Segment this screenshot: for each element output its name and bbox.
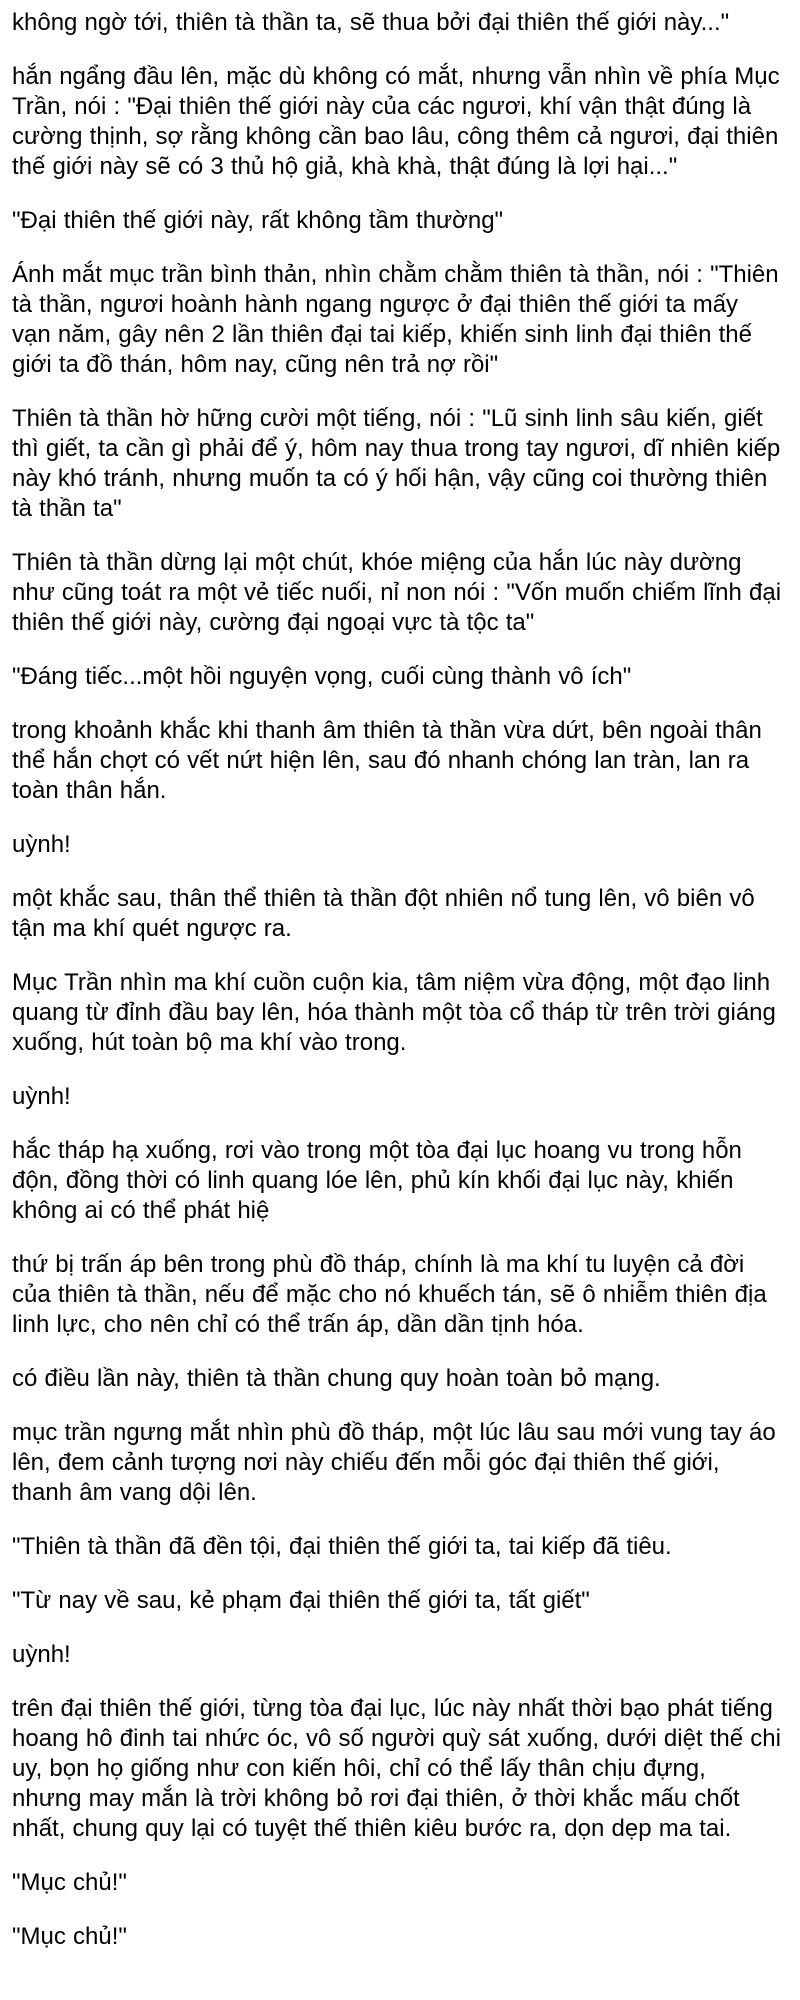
- paragraph: uỳnh!: [12, 1641, 71, 1668]
- paragraph: "Từ nay về sau, kẻ phạm đại thiên thế giới ta, tất giết": [12, 1587, 590, 1614]
- paragraph: uỳnh!: [12, 831, 71, 858]
- paragraph: một khắc sau, thân thể thiên tà thần đột nhiên nổ tung lên, vô biên vô tận ma khí quét ngược ra.: [12, 885, 755, 942]
- paragraph: "Thiên tà thần đã đền tội, đại thiên thế giới ta, tai kiếp đã tiêu.: [12, 1533, 672, 1560]
- paragraph: không ngờ tới, thiên tà thần ta, sẽ thua bởi đại thiên thế giới này...": [12, 9, 730, 36]
- paragraph: Ánh mắt mục trần bình thản, nhìn chằm chằm thiên tà thần, nói : "Thiên tà thần, ngươi hoành hành ngang ngược ở đại thiên thế giới ta mấy vạn năm, gây nên 2 lần thiên đại tai kiếp, khiến sinh linh đại thiên thế giới ta đồ thán, hôm nay, cũng nên trả nợ rồi": [12, 261, 779, 378]
- paragraph: trong khoảnh khắc khi thanh âm thiên tà thần vừa dứt, bên ngoài thân thể hắn chợt có vết nứt hiện lên, sau đó nhanh chóng lan tràn, lan ra toàn thân hắn.: [12, 717, 762, 804]
- paragraph: hắc tháp hạ xuống, rơi vào trong một tòa đại lục hoang vu trong hỗn độn, đồng thời có linh quang lóe lên, phủ kín khối đại lục này, khiến không ai có thể phát hiệ: [12, 1137, 742, 1224]
- paragraph: Thiên tà thần hờ hững cười một tiếng, nói : "Lũ sinh linh sâu kiến, giết thì giết, ta cần gì phải để ý, hôm nay thua trong tay ngươi, dĩ nhiên kiếp này khó tránh, nhưng muốn ta có ý hối hận, vậy cũng coi thường thiên tà thần ta": [12, 405, 781, 522]
- paragraph: Thiên tà thần dừng lại một chút, khóe miệng của hắn lúc này dường như cũng toát ra một vẻ tiếc nuối, nỉ non nói : "Vốn muốn chiếm lĩnh đại thiên thế giới này, cường đại ngoại vực tà tộc ta": [12, 549, 782, 636]
- paragraph: uỳnh!: [12, 1083, 71, 1110]
- paragraph-container: [12, 8, 782, 1952]
- paragraph: "Mục chủ!": [12, 1923, 127, 1950]
- paragraph: trên đại thiên thế giới, từng tòa đại lục, lúc này nhất thời bạo phát tiếng hoang hô đinh tai nhức óc, vô số người quỳ sát xuống, dưới diệt thế chi uy, bọn họ giống như con kiến hôi, chỉ có thể lấy thân chịu đựng, nhưng may mắn là trời không bỏ rơi đại thiên, ở thời khắc mấu chốt nhất, chung quy lại có tuyệt thế thiên kiêu bước ra, dọn dẹp ma tai.: [12, 1695, 781, 1842]
- paragraph: thứ bị trấn áp bên trong phù đồ tháp, chính là ma khí tu luyện cả đời của thiên tà thần, nếu để mặc cho nó khuếch tán, sẽ ô nhiễm thiên địa linh lực, cho nên chỉ có thể trấn áp, dần dần tịnh hóa.: [12, 1251, 767, 1338]
- paragraph: hắn ngẩng đầu lên, mặc dù không có mắt, nhưng vẫn nhìn về phía Mục Trần, nói : "Đại thiên thế giới này của các ngươi, khí vận thật đúng là cường thịnh, sợ rằng không cần bao lâu, công thêm cả ngươi, đại thiên thế giới này sẽ có 3 thủ hộ giả, khà khà, thật đúng là lợi hại...": [12, 63, 780, 180]
- paragraph: "Đại thiên thế giới này, rất không tầm thường": [12, 207, 504, 234]
- paragraph: "Mục chủ!": [12, 1869, 127, 1896]
- paragraph: "Đáng tiếc...một hồi nguyện vọng, cuối cùng thành vô ích": [12, 663, 632, 690]
- paragraph: mục trần ngưng mắt nhìn phù đồ tháp, một lúc lâu sau mới vung tay áo lên, đem cảnh tượng nơi này chiếu đến mỗi góc đại thiên thế giới, thanh âm vang dội lên.: [12, 1419, 776, 1506]
- paragraph: có điều lần này, thiên tà thần chung quy hoàn toàn bỏ mạng.: [12, 1365, 661, 1392]
- paragraph: Mục Trần nhìn ma khí cuồn cuộn kia, tâm niệm vừa động, một đạo linh quang từ đỉnh đầu bay lên, hóa thành một tòa cổ tháp từ trên trời giáng xuống, hút toàn bộ ma khí vào trong.: [12, 969, 776, 1056]
